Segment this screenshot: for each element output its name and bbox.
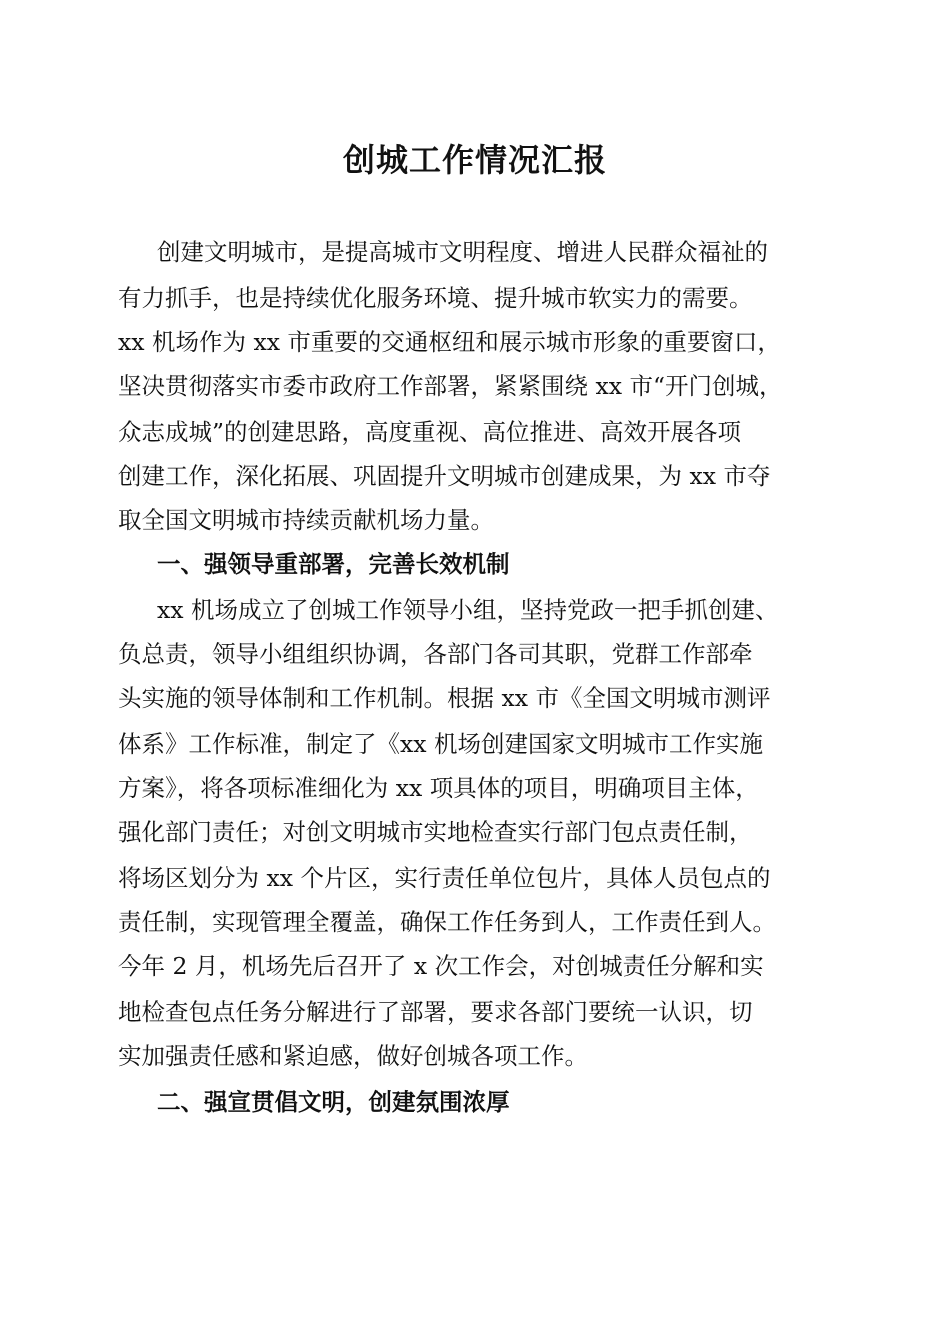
text-line: 地检查包点任务分解进行了部署，要求各部门要统一认识，切 bbox=[118, 998, 753, 1026]
text-line: 创建工作，深化拓展、巩固提升文明城市创建成果，为 xx 市夺 bbox=[118, 462, 771, 490]
text-line: 众志成城”的创建思路，高度重视、高位推进、高效开展各项 bbox=[118, 418, 742, 446]
section-heading-1: 一、强领导重部署，完善长效机制 bbox=[157, 550, 510, 578]
text-line: xx 机场作为 xx 市重要的交通枢纽和展示城市形象的重要窗口， bbox=[118, 328, 781, 356]
text-line: 坚决贯彻落实市委市政府工作部署，紧紧围绕 xx 市“开门创城， bbox=[118, 372, 783, 400]
text-line: 将场区划分为 xx 个片区，实行责任单位包片，具体人员包点的 bbox=[118, 864, 771, 892]
text-line: 责任制，实现管理全覆盖，确保工作任务到人，工作责任到人。 bbox=[118, 908, 776, 936]
text-line: 有力抓手，也是持续优化服务环境、提升城市软实力的需要。 bbox=[118, 284, 753, 312]
text-line: 强化部门责任；对创文明城市实地检查实行部门包点责任制， bbox=[118, 818, 753, 846]
text-line: 体系》工作标准，制定了《xx 机场创建国家文明城市工作实施 bbox=[118, 730, 763, 758]
text-line: 创建文明城市，是提高城市文明程度、增进人民群众福祉的 bbox=[157, 238, 768, 266]
text-line: 今年 2 月，机场先后召开了 x 次工作会，对创城责任分解和实 bbox=[118, 952, 764, 980]
text-line: 负总责，领导小组组织协调，各部门各司其职，党群工作部牵 bbox=[118, 640, 753, 668]
text-line: 取全国文明城市持续贡献机场力量。 bbox=[118, 506, 494, 534]
text-line: 实加强责任感和紧迫感，做好创城各项工作。 bbox=[118, 1042, 588, 1070]
section-heading-2: 二、强宣贯倡文明，创建氛围浓厚 bbox=[157, 1088, 510, 1116]
text-line: 方案》，将各项标准细化为 xx 项具体的项目，明确项目主体， bbox=[118, 774, 759, 802]
text-line: xx 机场成立了创城工作领导小组，坚持党政一把手抓创建、 bbox=[157, 596, 779, 624]
text-line: 头实施的领导体制和工作机制。根据 xx 市《全国文明城市测评 bbox=[118, 684, 771, 712]
document-title: 创城工作情况汇报 bbox=[342, 141, 607, 179]
